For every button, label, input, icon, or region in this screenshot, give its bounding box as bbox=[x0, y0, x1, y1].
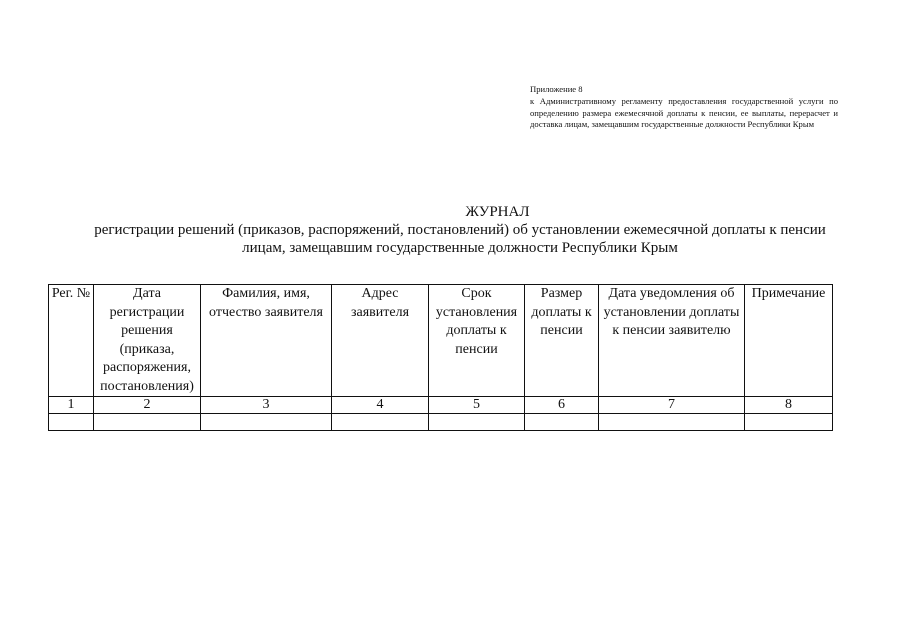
empty-cell bbox=[201, 414, 332, 431]
empty-cell bbox=[49, 414, 94, 431]
column-number: 2 bbox=[94, 397, 201, 414]
column-number: 7 bbox=[599, 397, 745, 414]
header-cell-registration-date bbox=[94, 285, 201, 397]
table-header-row bbox=[49, 285, 833, 397]
column-number-row bbox=[49, 397, 833, 414]
journal-subtitle-line-1: регистрации решений (приказов, распоряжений, постановлений) об установлении ежемесячной доплаты к пенсии bbox=[94, 222, 826, 238]
header-label: Размер доплаты к пенсии bbox=[531, 286, 592, 338]
empty-cell bbox=[599, 414, 745, 431]
appendix-block bbox=[530, 84, 838, 130]
empty-cell bbox=[332, 414, 429, 431]
column-number: 5 bbox=[429, 397, 525, 414]
header-label: Адрес заявителя bbox=[350, 286, 410, 320]
journal-subtitle bbox=[60, 222, 860, 257]
header-cell-reg-number bbox=[49, 285, 94, 397]
header-cell-applicant-name bbox=[201, 285, 332, 397]
header-cell-notification-date bbox=[599, 285, 745, 397]
header-label: Примечание bbox=[751, 286, 826, 301]
column-number: 1 bbox=[49, 397, 94, 414]
header-label: Фамилия, имя, отчество заявителя bbox=[209, 286, 323, 320]
column-number: 8 bbox=[745, 397, 833, 414]
empty-cell bbox=[525, 414, 599, 431]
appendix-text: к Административному регламенту предоставления государственной услуги по определению размера ежемесячной доплаты к пенсии, ее выплаты, перерасчет и доставка лицам, замещавшим государственные должности Республики Крым bbox=[530, 96, 838, 129]
journal-title: ЖУРНАЛ bbox=[465, 204, 530, 220]
header-label: Срок установления доплаты к пенсии bbox=[435, 286, 518, 357]
empty-cell bbox=[429, 414, 525, 431]
column-number: 3 bbox=[201, 397, 332, 414]
header-cell-applicant-address bbox=[332, 285, 429, 397]
column-number: 4 bbox=[332, 397, 429, 414]
header-label: Рег. № bbox=[51, 286, 91, 301]
empty-data-row bbox=[49, 414, 833, 431]
appendix-title: Приложение 8 bbox=[530, 84, 583, 94]
header-label: Дата уведомления об установлении доплаты к пенсии заявителю bbox=[603, 286, 740, 338]
empty-cell bbox=[745, 414, 833, 431]
journal-heading bbox=[0, 204, 905, 221]
register-table bbox=[48, 284, 833, 431]
column-number: 6 bbox=[525, 397, 599, 414]
empty-cell bbox=[94, 414, 201, 431]
header-cell-note bbox=[745, 285, 833, 397]
header-cell-term bbox=[429, 285, 525, 397]
header-label: Дата регистрации решения (приказа, распоряжения, постановления) bbox=[100, 286, 194, 394]
journal-subtitle-line-2: лицам, замещавшим государственные должности Республики Крым bbox=[242, 239, 678, 256]
header-cell-amount bbox=[525, 285, 599, 397]
